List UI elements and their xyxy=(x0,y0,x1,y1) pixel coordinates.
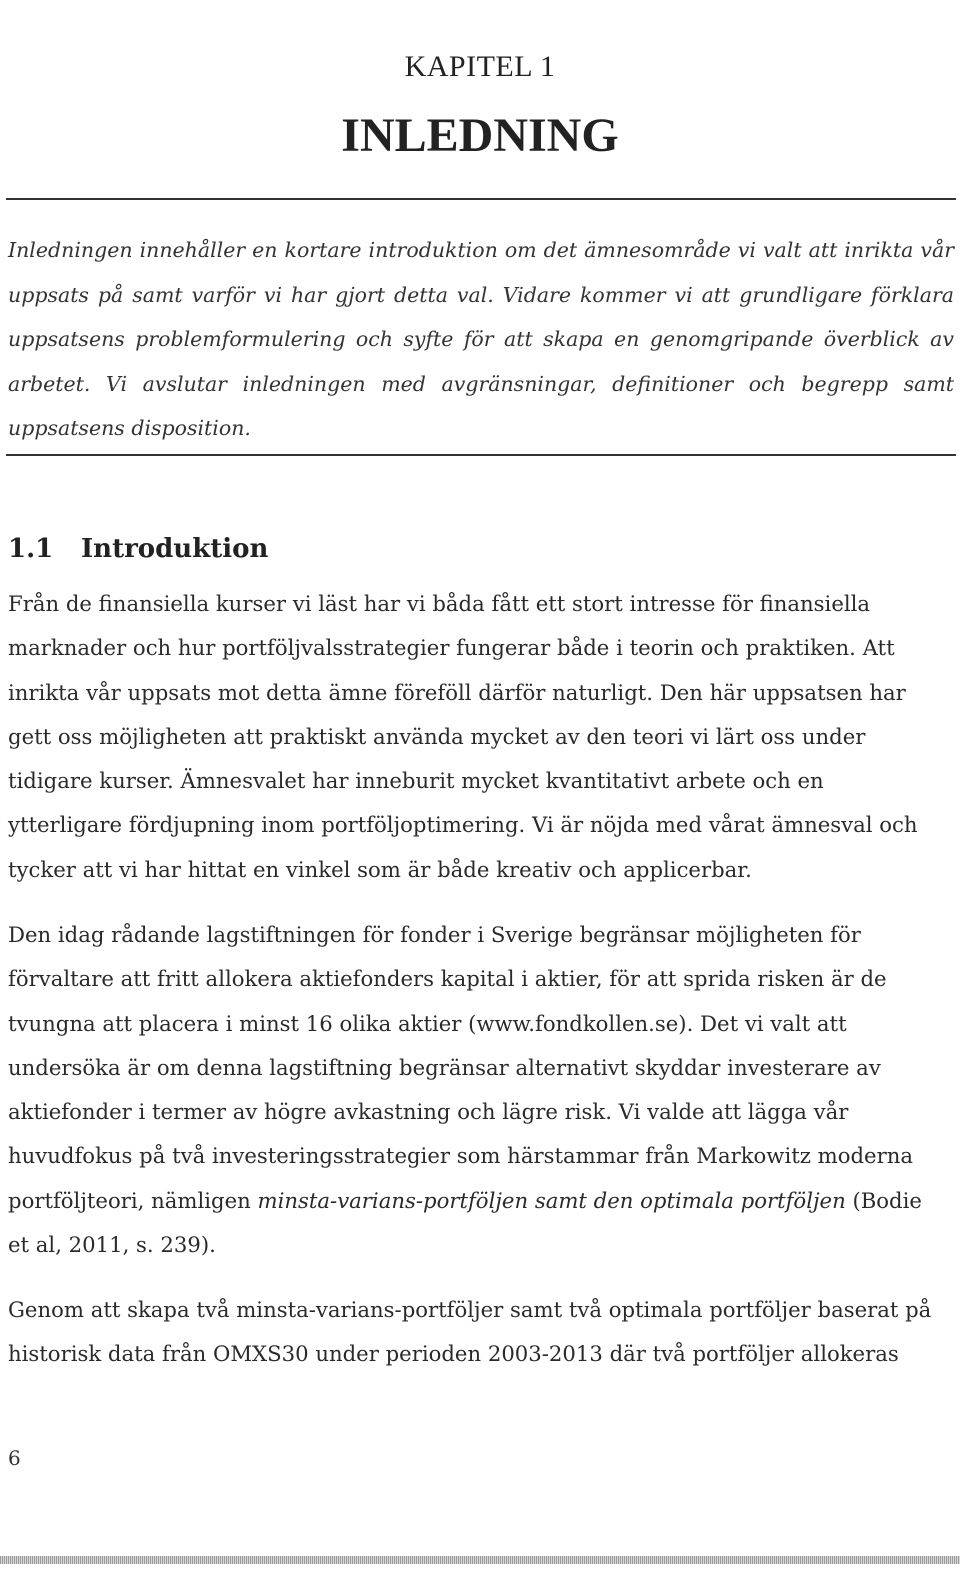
paragraph-legislation xyxy=(8,913,943,1267)
paragraph-introduction: Från de finansiella kurser vi läst har vi båda fått ett stort intresse för finansiella marknader och hur portföljvalsstrategier fungerar både i teorin och praktiken. Att inrikta vår uppsats mot detta ämne föreföll därför naturligt. Den här uppsatsen har gett oss möjligheten att praktiskt använda mycket av den teori vi lärt oss under tidigare kurser. Ämnesvalet har inneburit mycket kvantitativt arbete och en ytterligare fördjupning inom portföljoptimering. Vi är nöjda med vårat ämnesval och tycker att vi har hittat en vinkel som är både kreativ och applicerbar. xyxy=(8,591,918,882)
paragraph-legislation-text: Den idag rådande lagstiftningen för fonder i Sverige begränsar möjligheten för förvaltare att fritt allokera aktiefonders kapital i aktier, för att sprida risken är de tvungna att placera i minst 16 olika aktier (www.fondkollen.se). Det vi valt att undersöka är om denna lagstiftning begränsar alternativt skyddar investerare av aktiefonder i termer av högre avkastning och lägre risk. Vi valde att lägga vår huvudfokus på två investeringsstrategier som härstammar från Markowitz moderna portföljteori, nämligen xyxy=(8,922,913,1213)
paragraph-legislation-citation: (Bodie et al, 2011, s. 239). xyxy=(8,1187,922,1258)
section-number: 1.1 xyxy=(8,534,54,564)
chapter-label: KAPITEL 1 xyxy=(404,50,556,83)
chapter-abstract: Inledningen innehåller en kortare introduktion om det ämnesområde vi valt att inrikta vår uppsats på samt varför vi har gjort detta val. Vidare kommer vi att grundligare förklara uppsatsens problemformulering och syfte för att skapa en genomgripande överblick av arbetet. Vi avslutar inledningen med avgränsningar, definitioner och begrepp samt uppsatsens disposition. xyxy=(8,238,954,440)
chapter-title: INLEDNING xyxy=(341,109,619,162)
page-number: 6 xyxy=(8,1446,21,1470)
section-title: Introduktion xyxy=(81,534,269,564)
footer-bar xyxy=(0,1556,960,1564)
abstract-bottom-rule xyxy=(6,454,956,456)
abstract-top-rule xyxy=(6,198,956,200)
paragraph-legislation-italic: minsta-varians-portföljen samt den optimala portföljen xyxy=(257,1187,846,1213)
paragraph-method: Genom att skapa två minsta-varians-portföljer samt två optimala portföljer baserat på historisk data från OMXS30 under perioden 2003-2013 där två portföljer allokeras xyxy=(8,1297,932,1367)
section-heading xyxy=(8,534,268,564)
